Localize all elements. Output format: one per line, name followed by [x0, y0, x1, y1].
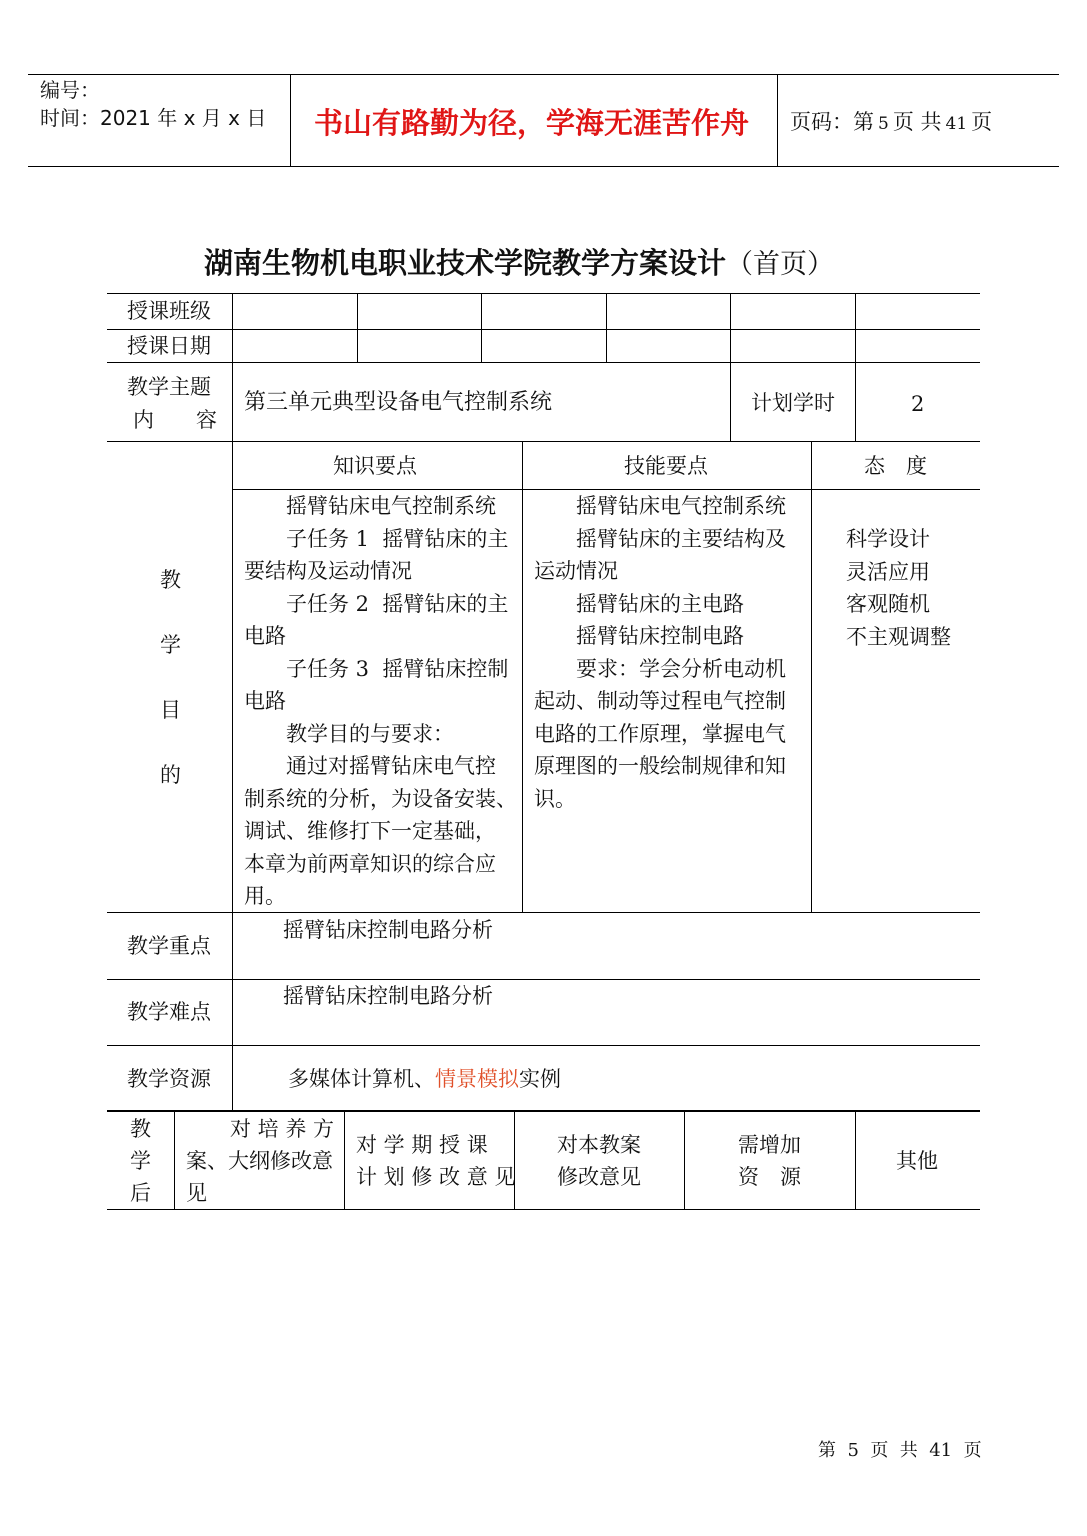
- after-label-3: 后: [130, 1181, 151, 1205]
- attitude-line: 科学设计: [846, 527, 930, 551]
- hours-label: 计划学时: [751, 391, 835, 415]
- difficulty-value: 摇臂钻床控制电路分析: [283, 984, 493, 1008]
- knowledge-line: 子任务 3 摇臂钻床控制: [244, 656, 509, 681]
- hours-value: 2: [911, 392, 925, 416]
- topic-value: 第三单元典型设备电气控制系统: [244, 390, 553, 415]
- skill-line: 电路的工作原理，掌握电气: [534, 721, 786, 746]
- skill-points: [534, 490, 809, 815]
- skill-line: 摇臂钻床的主要结构及: [534, 526, 786, 551]
- knowledge-line: 子任务 2 摇臂钻床的主: [244, 591, 509, 616]
- knowledge-line: 本章为前两章知识的综合应: [244, 851, 496, 876]
- focus-value: 摇臂钻床控制电路分析: [283, 918, 493, 942]
- knowledge-line: 摇臂钻床电气控制系统: [244, 494, 496, 518]
- resources-part-c: 实例: [519, 1067, 561, 1091]
- resources-label: 教学资源: [127, 1067, 211, 1091]
- skill-header: 技能要点: [624, 454, 708, 478]
- title-suffix: （首页）: [726, 249, 835, 280]
- after-col4-line2: 资 源: [738, 1165, 801, 1189]
- resources-highlight: 情景模拟: [435, 1067, 519, 1091]
- knowledge-points: [244, 490, 519, 913]
- after-col1-line2: 案、大纲修改意: [186, 1149, 333, 1173]
- attitude-header: 态 度: [864, 454, 927, 478]
- footer-page: 第 5 页 共 41 页: [818, 1440, 982, 1461]
- knowledge-line: 制系统的分析，为设备安装、: [244, 786, 517, 811]
- after-col3-line1: 对本教案: [557, 1133, 641, 1157]
- skill-line: 运动情况: [534, 559, 618, 583]
- skill-line: 摇臂钻床电气控制系统: [534, 494, 786, 518]
- knowledge-line: 电路: [244, 689, 286, 713]
- skill-line: 原理图的一般绘制规律和知: [534, 754, 786, 778]
- objectives-label-2: 学: [160, 633, 181, 657]
- after-col3-line2: 修改意见: [557, 1165, 641, 1189]
- page-number: 5: [878, 114, 889, 134]
- page-end: 页: [971, 110, 993, 134]
- knowledge-line: 通过对摇臂钻床电气控: [244, 754, 496, 778]
- after-label-1: 教: [130, 1117, 151, 1141]
- after-col2-line1: 对 学 期 授 课: [356, 1133, 488, 1157]
- resources-value: [288, 1063, 561, 1095]
- date-label: 授课日期: [127, 334, 211, 358]
- topic-label-line1: 教学主题: [127, 375, 211, 399]
- knowledge-line: 教学目的与要求：: [244, 721, 454, 746]
- attitude-points: [846, 523, 976, 653]
- title-main: 湖南生物机电职业技术学院教学方案设计: [204, 246, 727, 280]
- knowledge-line: 用。: [244, 884, 286, 908]
- difficulty-label: 教学难点: [127, 1000, 211, 1024]
- after-label-2: 学: [130, 1149, 151, 1173]
- knowledge-line: 子任务 1 摇臂钻床的主: [244, 526, 509, 551]
- skill-line: 要求：学会分析电动机: [534, 656, 786, 681]
- serial-label: 编号：: [40, 78, 100, 102]
- skill-line: 起动、制动等过程电气控制: [534, 689, 786, 713]
- skill-line: 摇臂钻床的主电路: [534, 591, 744, 616]
- knowledge-header: 知识要点: [333, 454, 417, 478]
- topic-label-line2: 内 容: [133, 408, 217, 432]
- after-col1-line1: 对 培 养 方: [230, 1117, 335, 1141]
- objectives-label-4: 的: [160, 763, 181, 787]
- objectives-label-3: 目: [160, 698, 181, 722]
- page-total: 41: [945, 114, 968, 134]
- attitude-line: 客观随机: [846, 592, 930, 616]
- after-col4-line1: 需增加: [738, 1133, 801, 1157]
- skill-line: 摇臂钻床控制电路: [534, 624, 744, 648]
- resources-part-a: 多媒体计算机、: [288, 1067, 435, 1091]
- class-label: 授课班级: [127, 299, 211, 323]
- page-mid: 页 共: [892, 110, 942, 134]
- time-label: 时间：2021 年 x 月 x 日: [40, 106, 267, 130]
- objectives-label-1: 教: [160, 568, 181, 592]
- focus-label: 教学重点: [127, 934, 211, 958]
- knowledge-line: 调试、维修打下一定基础，: [244, 819, 496, 843]
- page-title: [204, 244, 834, 284]
- attitude-line: 灵活应用: [846, 559, 930, 584]
- skill-line: 识。: [534, 786, 576, 811]
- page-indicator: [790, 106, 992, 140]
- knowledge-line: 电路: [244, 624, 286, 648]
- after-col5: 其他: [896, 1149, 938, 1173]
- motto: 书山有路勤为径，学海无涯苦作舟: [314, 106, 750, 140]
- knowledge-line: 要结构及运动情况: [244, 559, 412, 583]
- after-col1-line3: 见: [186, 1181, 207, 1205]
- after-col2-line2: 计 划 修 改 意 见: [356, 1165, 516, 1189]
- attitude-line: 不主观调整: [846, 624, 951, 649]
- page-label: 页码：第: [790, 110, 874, 134]
